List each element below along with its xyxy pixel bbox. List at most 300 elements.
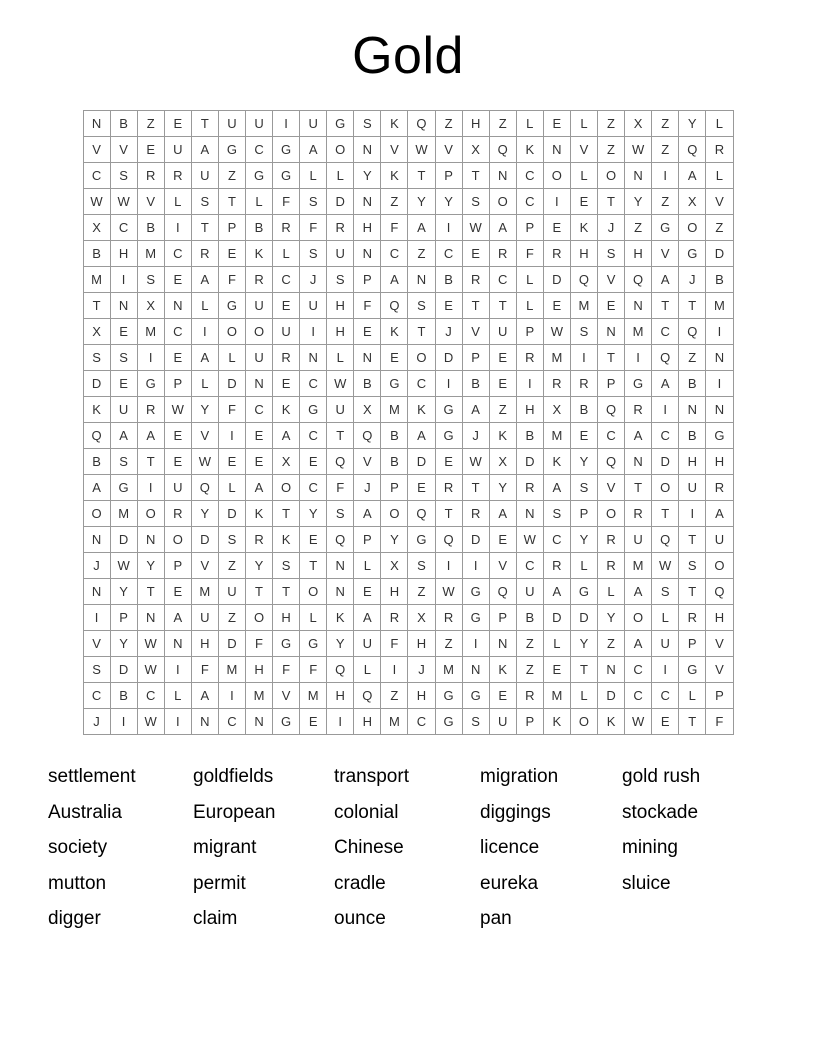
grid-cell[interactable]: T [597, 189, 624, 215]
grid-cell[interactable]: G [273, 137, 300, 163]
grid-cell[interactable]: Q [408, 501, 435, 527]
grid-cell[interactable]: X [354, 397, 381, 423]
grid-cell[interactable]: P [516, 709, 543, 735]
grid-cell[interactable]: Y [381, 527, 408, 553]
grid-cell[interactable]: G [679, 241, 706, 267]
grid-cell[interactable]: J [354, 475, 381, 501]
grid-cell[interactable]: W [462, 215, 489, 241]
grid-cell[interactable]: A [462, 397, 489, 423]
grid-cell[interactable]: R [706, 475, 733, 501]
grid-cell[interactable]: X [679, 189, 706, 215]
grid-cell[interactable]: S [218, 527, 245, 553]
grid-cell[interactable]: A [164, 605, 191, 631]
grid-cell[interactable]: I [462, 631, 489, 657]
grid-cell[interactable]: N [191, 709, 218, 735]
grid-cell[interactable]: A [625, 423, 652, 449]
grid-cell[interactable]: M [110, 501, 137, 527]
grid-cell[interactable]: E [164, 345, 191, 371]
grid-cell[interactable]: L [516, 267, 543, 293]
grid-cell[interactable]: J [300, 267, 327, 293]
grid-cell[interactable]: Q [489, 579, 516, 605]
grid-cell[interactable]: X [625, 111, 652, 137]
grid-cell[interactable]: Z [706, 215, 733, 241]
grid-cell[interactable]: L [191, 371, 218, 397]
grid-cell[interactable]: N [110, 293, 137, 319]
grid-cell[interactable]: D [83, 371, 110, 397]
grid-cell[interactable]: E [273, 293, 300, 319]
grid-cell[interactable]: T [191, 215, 218, 241]
grid-cell[interactable]: T [245, 579, 272, 605]
grid-cell[interactable]: E [435, 293, 462, 319]
grid-cell[interactable]: C [489, 267, 516, 293]
grid-cell[interactable]: R [625, 501, 652, 527]
grid-cell[interactable]: A [679, 163, 706, 189]
grid-cell[interactable]: W [137, 657, 164, 683]
grid-cell[interactable]: N [489, 631, 516, 657]
grid-cell[interactable]: C [652, 319, 679, 345]
grid-cell[interactable]: Y [110, 579, 137, 605]
grid-cell[interactable]: L [570, 553, 597, 579]
grid-cell[interactable]: D [652, 449, 679, 475]
grid-cell[interactable]: M [83, 267, 110, 293]
grid-cell[interactable]: F [273, 189, 300, 215]
grid-cell[interactable]: H [462, 111, 489, 137]
grid-cell[interactable]: W [327, 371, 354, 397]
grid-cell[interactable]: K [543, 709, 570, 735]
grid-cell[interactable]: K [83, 397, 110, 423]
grid-cell[interactable]: E [164, 449, 191, 475]
grid-cell[interactable]: W [652, 553, 679, 579]
grid-cell[interactable]: C [652, 423, 679, 449]
grid-cell[interactable]: S [137, 267, 164, 293]
grid-cell[interactable]: I [435, 553, 462, 579]
grid-cell[interactable]: B [110, 111, 137, 137]
grid-cell[interactable]: A [489, 501, 516, 527]
grid-cell[interactable]: O [543, 163, 570, 189]
grid-cell[interactable]: U [489, 709, 516, 735]
grid-cell[interactable]: D [110, 657, 137, 683]
grid-cell[interactable]: Q [83, 423, 110, 449]
grid-cell[interactable]: C [625, 683, 652, 709]
grid-cell[interactable]: C [300, 371, 327, 397]
grid-cell[interactable]: X [489, 449, 516, 475]
grid-cell[interactable]: U [218, 111, 245, 137]
grid-cell[interactable]: E [489, 527, 516, 553]
grid-cell[interactable]: S [191, 189, 218, 215]
grid-cell[interactable]: W [543, 319, 570, 345]
grid-cell[interactable]: Y [625, 189, 652, 215]
grid-cell[interactable]: A [706, 501, 733, 527]
grid-cell[interactable]: Q [597, 449, 624, 475]
grid-cell[interactable]: V [706, 189, 733, 215]
grid-cell[interactable]: H [191, 631, 218, 657]
grid-cell[interactable]: A [191, 683, 218, 709]
grid-cell[interactable]: E [164, 111, 191, 137]
grid-cell[interactable]: W [191, 449, 218, 475]
grid-cell[interactable]: S [300, 241, 327, 267]
grid-cell[interactable]: O [381, 501, 408, 527]
grid-cell[interactable]: I [570, 345, 597, 371]
grid-cell[interactable]: W [164, 397, 191, 423]
grid-cell[interactable]: Y [570, 631, 597, 657]
grid-cell[interactable]: Y [597, 605, 624, 631]
grid-cell[interactable]: Q [191, 475, 218, 501]
grid-cell[interactable]: N [597, 319, 624, 345]
grid-cell[interactable]: Y [570, 449, 597, 475]
grid-cell[interactable]: O [706, 553, 733, 579]
grid-cell[interactable]: Y [570, 527, 597, 553]
grid-cell[interactable]: Z [652, 111, 679, 137]
grid-cell[interactable]: C [164, 241, 191, 267]
grid-cell[interactable]: L [516, 111, 543, 137]
grid-cell[interactable]: A [354, 501, 381, 527]
grid-cell[interactable]: E [300, 709, 327, 735]
grid-cell[interactable]: N [516, 501, 543, 527]
grid-cell[interactable]: Q [354, 423, 381, 449]
grid-cell[interactable]: F [218, 267, 245, 293]
grid-cell[interactable]: K [489, 657, 516, 683]
grid-cell[interactable]: U [706, 527, 733, 553]
grid-cell[interactable]: O [570, 709, 597, 735]
grid-cell[interactable]: H [516, 397, 543, 423]
grid-cell[interactable]: L [570, 163, 597, 189]
grid-cell[interactable]: E [110, 371, 137, 397]
grid-cell[interactable]: I [652, 397, 679, 423]
grid-cell[interactable]: X [408, 605, 435, 631]
grid-cell[interactable]: I [625, 345, 652, 371]
grid-cell[interactable]: A [137, 423, 164, 449]
grid-cell[interactable]: P [706, 683, 733, 709]
grid-cell[interactable]: N [625, 163, 652, 189]
grid-cell[interactable]: X [83, 215, 110, 241]
grid-cell[interactable]: B [110, 683, 137, 709]
grid-cell[interactable]: N [706, 397, 733, 423]
grid-cell[interactable]: I [110, 267, 137, 293]
grid-cell[interactable]: Z [516, 631, 543, 657]
grid-cell[interactable]: Z [435, 631, 462, 657]
grid-cell[interactable]: U [327, 241, 354, 267]
grid-cell[interactable]: F [327, 475, 354, 501]
grid-cell[interactable]: B [679, 423, 706, 449]
grid-cell[interactable]: W [625, 709, 652, 735]
grid-cell[interactable]: R [489, 241, 516, 267]
grid-cell[interactable]: K [273, 527, 300, 553]
grid-cell[interactable]: I [706, 371, 733, 397]
grid-cell[interactable]: Z [381, 683, 408, 709]
grid-cell[interactable]: D [570, 605, 597, 631]
grid-cell[interactable]: Q [625, 267, 652, 293]
grid-cell[interactable]: R [191, 241, 218, 267]
grid-cell[interactable]: A [245, 475, 272, 501]
grid-cell[interactable]: R [543, 241, 570, 267]
grid-cell[interactable]: L [300, 163, 327, 189]
grid-cell[interactable]: X [462, 137, 489, 163]
grid-cell[interactable]: R [516, 475, 543, 501]
grid-cell[interactable]: N [408, 267, 435, 293]
grid-cell[interactable]: O [625, 605, 652, 631]
grid-cell[interactable]: R [597, 527, 624, 553]
grid-cell[interactable]: F [191, 657, 218, 683]
grid-cell[interactable]: R [597, 553, 624, 579]
grid-cell[interactable]: C [543, 527, 570, 553]
grid-cell[interactable]: H [706, 449, 733, 475]
grid-cell[interactable]: Q [652, 527, 679, 553]
grid-cell[interactable]: U [327, 397, 354, 423]
grid-cell[interactable]: G [462, 579, 489, 605]
grid-cell[interactable]: T [625, 475, 652, 501]
grid-cell[interactable]: S [83, 657, 110, 683]
grid-cell[interactable]: H [625, 241, 652, 267]
grid-cell[interactable]: I [300, 319, 327, 345]
grid-cell[interactable]: E [300, 449, 327, 475]
grid-cell[interactable]: A [489, 215, 516, 241]
grid-cell[interactable]: D [706, 241, 733, 267]
grid-cell[interactable]: L [218, 345, 245, 371]
grid-cell[interactable]: Q [408, 111, 435, 137]
grid-cell[interactable]: R [706, 137, 733, 163]
grid-cell[interactable]: Z [489, 397, 516, 423]
grid-cell[interactable]: E [489, 371, 516, 397]
grid-cell[interactable]: S [408, 293, 435, 319]
grid-cell[interactable]: R [435, 475, 462, 501]
grid-cell[interactable]: Y [435, 189, 462, 215]
grid-cell[interactable]: T [273, 579, 300, 605]
grid-cell[interactable]: U [300, 111, 327, 137]
grid-cell[interactable]: M [245, 683, 272, 709]
grid-cell[interactable]: A [408, 423, 435, 449]
grid-cell[interactable]: A [191, 137, 218, 163]
grid-cell[interactable]: S [408, 553, 435, 579]
grid-cell[interactable]: V [354, 449, 381, 475]
grid-cell[interactable]: C [137, 683, 164, 709]
grid-cell[interactable]: K [489, 423, 516, 449]
grid-cell[interactable]: R [679, 605, 706, 631]
grid-cell[interactable]: B [706, 267, 733, 293]
grid-cell[interactable]: L [516, 293, 543, 319]
grid-cell[interactable]: E [570, 423, 597, 449]
grid-cell[interactable]: R [570, 371, 597, 397]
grid-cell[interactable]: Z [597, 631, 624, 657]
grid-cell[interactable]: C [516, 189, 543, 215]
grid-cell[interactable]: Y [110, 631, 137, 657]
grid-cell[interactable]: W [462, 449, 489, 475]
grid-cell[interactable]: P [679, 631, 706, 657]
grid-cell[interactable]: P [164, 371, 191, 397]
grid-cell[interactable]: P [597, 371, 624, 397]
grid-cell[interactable]: H [408, 683, 435, 709]
grid-cell[interactable]: H [245, 657, 272, 683]
grid-cell[interactable]: A [625, 579, 652, 605]
grid-cell[interactable]: T [408, 163, 435, 189]
grid-cell[interactable]: A [354, 605, 381, 631]
grid-cell[interactable]: Q [381, 293, 408, 319]
grid-cell[interactable]: N [489, 163, 516, 189]
grid-cell[interactable]: S [679, 553, 706, 579]
grid-cell[interactable]: U [218, 579, 245, 605]
grid-cell[interactable]: W [110, 553, 137, 579]
grid-cell[interactable]: S [462, 189, 489, 215]
grid-cell[interactable]: A [652, 371, 679, 397]
grid-cell[interactable]: N [300, 345, 327, 371]
grid-cell[interactable]: I [273, 111, 300, 137]
grid-cell[interactable]: R [462, 501, 489, 527]
grid-cell[interactable]: Q [327, 527, 354, 553]
grid-cell[interactable]: N [462, 657, 489, 683]
grid-cell[interactable]: M [191, 579, 218, 605]
grid-cell[interactable]: T [570, 657, 597, 683]
grid-cell[interactable]: S [110, 345, 137, 371]
grid-cell[interactable]: E [218, 449, 245, 475]
grid-cell[interactable]: Y [408, 189, 435, 215]
grid-cell[interactable]: V [462, 319, 489, 345]
grid-cell[interactable]: H [679, 449, 706, 475]
grid-cell[interactable]: K [516, 137, 543, 163]
grid-cell[interactable]: U [110, 397, 137, 423]
grid-cell[interactable]: S [652, 579, 679, 605]
grid-cell[interactable]: R [245, 527, 272, 553]
grid-cell[interactable]: U [164, 137, 191, 163]
grid-cell[interactable]: A [652, 267, 679, 293]
grid-cell[interactable]: V [706, 631, 733, 657]
grid-cell[interactable]: F [354, 293, 381, 319]
grid-cell[interactable]: W [625, 137, 652, 163]
grid-cell[interactable]: Q [570, 267, 597, 293]
grid-cell[interactable]: P [218, 215, 245, 241]
grid-cell[interactable]: V [570, 137, 597, 163]
grid-cell[interactable]: C [625, 657, 652, 683]
grid-cell[interactable]: N [137, 605, 164, 631]
grid-cell[interactable]: Z [652, 137, 679, 163]
grid-cell[interactable]: K [245, 501, 272, 527]
grid-cell[interactable]: E [218, 241, 245, 267]
grid-cell[interactable]: J [679, 267, 706, 293]
grid-cell[interactable]: G [706, 423, 733, 449]
grid-cell[interactable]: D [191, 527, 218, 553]
grid-cell[interactable]: L [706, 163, 733, 189]
grid-cell[interactable]: G [218, 293, 245, 319]
grid-cell[interactable]: I [435, 215, 462, 241]
grid-cell[interactable]: V [83, 631, 110, 657]
grid-cell[interactable]: T [462, 293, 489, 319]
grid-cell[interactable]: I [137, 345, 164, 371]
grid-cell[interactable]: E [543, 111, 570, 137]
grid-cell[interactable]: B [381, 449, 408, 475]
grid-cell[interactable]: I [652, 657, 679, 683]
grid-cell[interactable]: K [381, 111, 408, 137]
grid-cell[interactable]: U [245, 111, 272, 137]
grid-cell[interactable]: M [543, 345, 570, 371]
grid-cell[interactable]: J [597, 215, 624, 241]
grid-cell[interactable]: R [516, 683, 543, 709]
grid-cell[interactable]: R [164, 501, 191, 527]
grid-cell[interactable]: O [597, 501, 624, 527]
grid-cell[interactable]: C [408, 371, 435, 397]
grid-cell[interactable]: D [543, 267, 570, 293]
grid-cell[interactable]: B [381, 423, 408, 449]
grid-cell[interactable]: T [408, 319, 435, 345]
grid-cell[interactable]: Q [706, 579, 733, 605]
grid-cell[interactable]: S [110, 163, 137, 189]
grid-cell[interactable]: N [354, 189, 381, 215]
grid-cell[interactable]: G [462, 605, 489, 631]
grid-cell[interactable]: R [327, 215, 354, 241]
grid-cell[interactable]: G [679, 657, 706, 683]
grid-cell[interactable]: L [706, 111, 733, 137]
grid-cell[interactable]: C [300, 423, 327, 449]
grid-cell[interactable]: Z [435, 111, 462, 137]
grid-cell[interactable]: O [218, 319, 245, 345]
grid-cell[interactable]: O [327, 137, 354, 163]
grid-cell[interactable]: H [110, 241, 137, 267]
grid-cell[interactable]: T [273, 501, 300, 527]
grid-cell[interactable]: B [354, 371, 381, 397]
grid-cell[interactable]: E [435, 449, 462, 475]
grid-cell[interactable]: R [273, 345, 300, 371]
grid-cell[interactable]: N [597, 657, 624, 683]
grid-cell[interactable]: T [679, 527, 706, 553]
grid-cell[interactable]: F [516, 241, 543, 267]
grid-cell[interactable]: L [327, 163, 354, 189]
grid-cell[interactable]: B [679, 371, 706, 397]
grid-cell[interactable]: T [435, 501, 462, 527]
grid-cell[interactable]: J [435, 319, 462, 345]
grid-cell[interactable]: D [462, 527, 489, 553]
grid-cell[interactable]: E [408, 475, 435, 501]
grid-cell[interactable]: G [273, 709, 300, 735]
grid-cell[interactable]: E [164, 579, 191, 605]
grid-cell[interactable]: X [543, 397, 570, 423]
grid-cell[interactable]: T [652, 501, 679, 527]
grid-cell[interactable]: T [137, 579, 164, 605]
grid-cell[interactable]: E [110, 319, 137, 345]
grid-cell[interactable]: J [462, 423, 489, 449]
grid-cell[interactable]: R [381, 605, 408, 631]
grid-cell[interactable]: I [706, 319, 733, 345]
grid-cell[interactable]: M [625, 319, 652, 345]
grid-cell[interactable]: D [218, 501, 245, 527]
grid-cell[interactable]: T [652, 293, 679, 319]
grid-cell[interactable]: T [300, 553, 327, 579]
grid-cell[interactable]: E [273, 371, 300, 397]
grid-cell[interactable]: U [191, 605, 218, 631]
grid-cell[interactable]: S [462, 709, 489, 735]
grid-cell[interactable]: H [354, 709, 381, 735]
grid-cell[interactable]: B [137, 215, 164, 241]
grid-cell[interactable]: A [543, 475, 570, 501]
grid-cell[interactable]: Z [408, 241, 435, 267]
grid-cell[interactable]: A [191, 345, 218, 371]
grid-cell[interactable]: S [83, 345, 110, 371]
grid-cell[interactable]: F [381, 215, 408, 241]
grid-cell[interactable]: U [300, 293, 327, 319]
grid-cell[interactable]: C [516, 553, 543, 579]
grid-cell[interactable]: N [354, 241, 381, 267]
grid-cell[interactable]: V [597, 267, 624, 293]
grid-cell[interactable]: Q [679, 319, 706, 345]
grid-cell[interactable]: G [462, 683, 489, 709]
grid-cell[interactable]: E [354, 319, 381, 345]
grid-cell[interactable]: U [625, 527, 652, 553]
grid-cell[interactable]: I [83, 605, 110, 631]
grid-cell[interactable]: D [110, 527, 137, 553]
grid-cell[interactable]: O [300, 579, 327, 605]
grid-cell[interactable]: U [516, 579, 543, 605]
grid-cell[interactable]: U [679, 475, 706, 501]
grid-cell[interactable]: B [516, 605, 543, 631]
grid-cell[interactable]: E [354, 579, 381, 605]
grid-cell[interactable]: X [381, 553, 408, 579]
grid-cell[interactable]: G [652, 215, 679, 241]
